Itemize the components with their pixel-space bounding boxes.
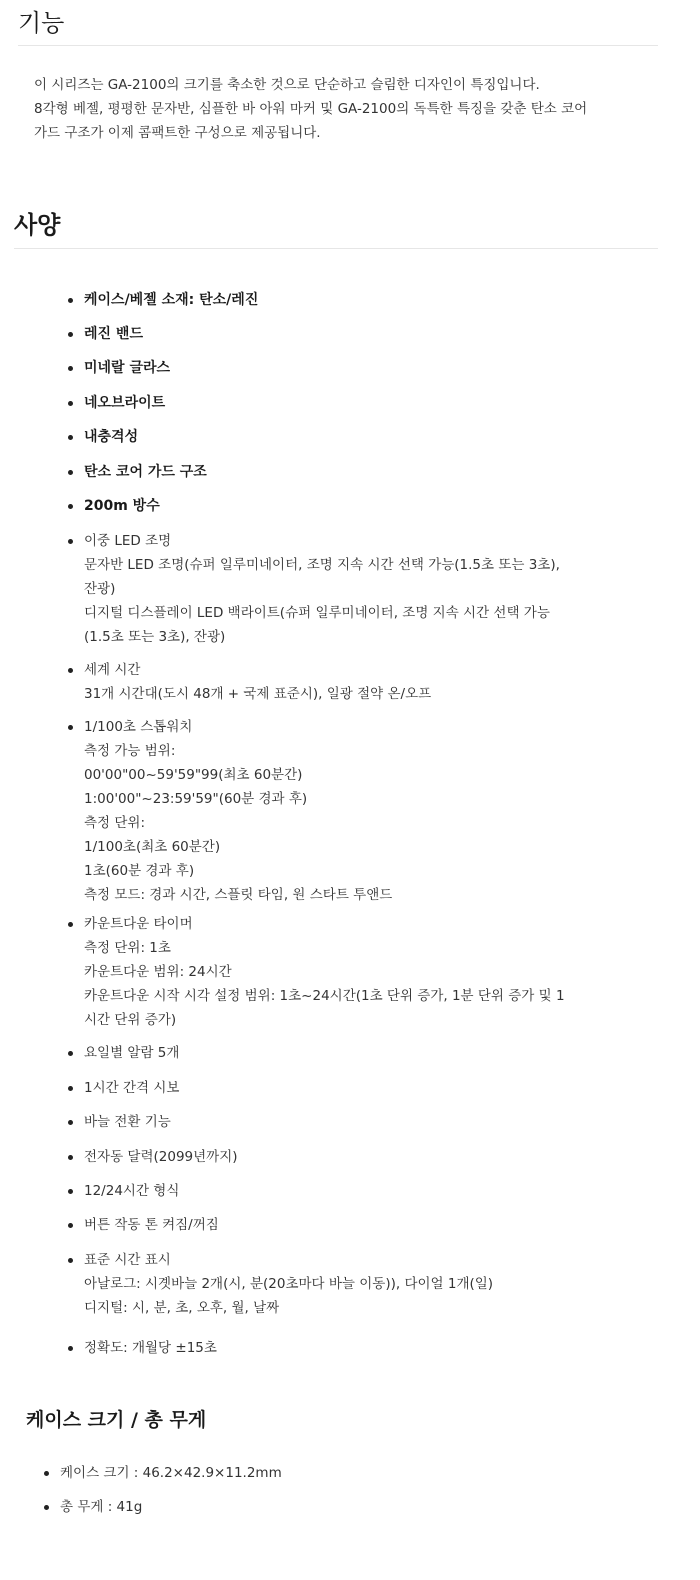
spec-line: 카운트다운 시작 시각 설정 범위: 1초~24시간(1초 단위 증가, 1분 단위 증가 및 1	[84, 988, 565, 1004]
bullet-icon	[68, 1346, 73, 1351]
spec-text	[84, 1336, 628, 1360]
spec-line: 바늘 전환 기능	[84, 1114, 171, 1130]
features-line: 가드 구조가 이제 콤팩트한 구성으로 제공됩니다.	[34, 125, 321, 141]
spec-line: 전자동 달력(2099년까지)	[84, 1149, 238, 1165]
spec-line: 버튼 작동 톤 켜짐/꺼짐	[84, 1217, 219, 1233]
spec-item	[68, 356, 628, 380]
spec-text	[84, 715, 628, 907]
bullet-icon	[68, 504, 73, 509]
spec-line: 1시간 간격 시보	[84, 1080, 180, 1096]
spec-line: 측정 가능 범위:	[84, 743, 176, 759]
features-line: 이 시리즈는 GA-2100의 크기를 축소한 것으로 단순하고 슬림한 디자인이 특징입니다.	[34, 77, 540, 93]
spec-text	[84, 1248, 628, 1320]
spec-text	[84, 529, 628, 649]
spec-item	[68, 425, 628, 449]
spec-item	[68, 1076, 628, 1100]
spec-line: (1.5초 또는 3초), 잔광)	[84, 629, 226, 645]
spec-line: 탄소 코어 가드 구조	[84, 464, 207, 480]
spec-item	[68, 658, 628, 706]
bullet-icon	[68, 725, 73, 730]
bullet-icon	[68, 1086, 73, 1091]
spec-text	[84, 391, 628, 415]
spec-line: 문자반 LED 조명(슈퍼 일루미네이터, 조명 지속 시간 선택 가능(1.5초 또는 3초),	[84, 557, 560, 573]
spec-item	[68, 529, 628, 649]
case-item	[44, 1461, 544, 1485]
spec-item	[68, 1179, 628, 1203]
spec-text	[84, 1076, 628, 1100]
spec-item	[68, 1336, 628, 1360]
features-section	[0, 0, 700, 145]
features-description	[34, 73, 654, 145]
spec-line: 12/24시간 형식	[84, 1183, 180, 1199]
spec-line: 31개 시간대(도시 48개 + 국제 표준시), 일광 절약 온/오프	[84, 686, 432, 702]
spec-line: 측정 모드: 경과 시간, 스플릿 타임, 원 스타트 투앤드	[84, 887, 393, 903]
spec-line: 표준 시간 표시	[84, 1252, 171, 1268]
spec-item	[68, 1041, 628, 1065]
spec-text	[84, 1041, 628, 1065]
spec-text	[84, 322, 628, 346]
bullet-icon	[68, 470, 73, 475]
spec-text	[84, 288, 628, 312]
spec-text	[84, 425, 628, 449]
spec-item	[68, 494, 628, 518]
spec-line: 레진 밴드	[84, 326, 143, 342]
spec-text	[84, 1110, 628, 1134]
bullet-icon	[68, 1223, 73, 1228]
bullet-icon	[68, 1051, 73, 1056]
spec-line: 디지털 디스플레이 LED 백라이트(슈퍼 일루미네이터, 조명 지속 시간 선택 가능	[84, 605, 550, 621]
spec-line: 이중 LED 조명	[84, 533, 172, 549]
spec-line: 1:00'00"~23:59'59"(60분 경과 후)	[84, 791, 308, 807]
spec-line: 아날로그: 시곗바늘 2개(시, 분(20초마다 바늘 이동)), 다이얼 1개(일)	[84, 1276, 494, 1292]
spec-line: 시간 단위 증가)	[84, 1012, 177, 1028]
spec-item	[68, 1110, 628, 1134]
features-heading: 기능	[18, 0, 658, 46]
bullet-icon	[68, 332, 73, 337]
spec-line: 내충격성	[84, 429, 139, 445]
spec-text	[84, 494, 628, 518]
bullet-icon	[68, 1189, 73, 1194]
bullet-icon	[68, 922, 73, 927]
bullet-icon	[68, 401, 73, 406]
case-section	[0, 1405, 700, 1515]
spec-line: 카운트다운 범위: 24시간	[84, 964, 232, 980]
spec-text	[84, 912, 628, 1032]
spec-item	[68, 1248, 628, 1320]
case-item	[44, 1495, 544, 1519]
case-text: 케이스 크기 : 46.2×42.9×11.2mm	[60, 1465, 282, 1481]
spec-item	[68, 1145, 628, 1169]
spec-line: 측정 단위:	[84, 815, 146, 831]
bullet-icon	[68, 298, 73, 303]
spec-line: 1/100초(최초 60분간)	[84, 839, 221, 855]
spec-line: 1초(60분 경과 후)	[84, 863, 195, 879]
spec-item	[68, 460, 628, 484]
spec-line: 정확도: 개월당 ±15초	[84, 1340, 217, 1356]
spec-line: 00'00"00~59'59"99(최초 60분간)	[84, 767, 303, 783]
spec-line: 1/100초 스톱워치	[84, 719, 193, 735]
spec-item	[68, 912, 628, 1032]
spec-line: 요일별 알람 5개	[84, 1045, 180, 1061]
case-heading: 케이스 크기 / 총 무게	[26, 1409, 207, 1431]
spec-item	[68, 1213, 628, 1237]
bullet-icon	[68, 366, 73, 371]
bullet-icon	[68, 1155, 73, 1160]
spec-text	[84, 1179, 628, 1203]
spec-text	[84, 356, 628, 380]
spec-text	[84, 460, 628, 484]
specs-section	[0, 210, 700, 1356]
spec-line: 네오브라이트	[84, 395, 166, 411]
spec-line: 세계 시간	[84, 662, 141, 678]
spec-text	[84, 1145, 628, 1169]
specs-heading: 사양	[14, 210, 658, 249]
spec-item	[68, 715, 628, 907]
bullet-icon	[44, 1505, 49, 1510]
spec-line: 케이스/베젤 소재: 탄소/레진	[84, 292, 259, 308]
bullet-icon	[44, 1471, 49, 1476]
spec-line: 디지털: 시, 분, 초, 오후, 월, 날짜	[84, 1300, 280, 1316]
bullet-icon	[68, 539, 73, 544]
spec-line: 미네랄 글라스	[84, 360, 171, 376]
spec-text	[84, 1213, 628, 1237]
spec-line: 측정 단위: 1초	[84, 940, 171, 956]
bullet-icon	[68, 1258, 73, 1263]
spec-line: 200m 방수	[84, 498, 160, 514]
spec-text	[84, 658, 628, 706]
spec-item	[68, 322, 628, 346]
spec-line: 잔광)	[84, 581, 116, 597]
features-line: 8각형 베젤, 평평한 문자반, 심플한 바 아워 마커 및 GA-2100의 독특한 특징을 갖춘 탄소 코어	[34, 101, 588, 117]
spec-item	[68, 391, 628, 415]
spec-item	[68, 288, 628, 312]
bullet-icon	[68, 668, 73, 673]
case-text: 총 무게 : 41g	[60, 1499, 143, 1515]
bullet-icon	[68, 1120, 73, 1125]
spec-line: 카운트다운 타이머	[84, 916, 193, 932]
bullet-icon	[68, 435, 73, 440]
